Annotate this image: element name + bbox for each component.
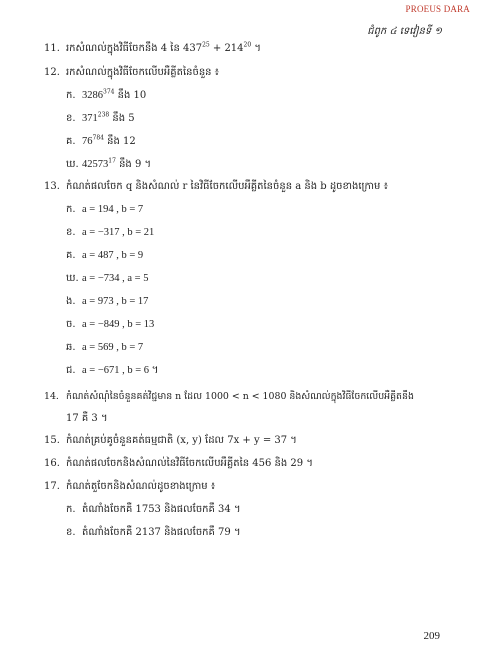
- list-item: [66, 89, 146, 103]
- item-label: គ.: [66, 250, 76, 261]
- item-text: នឹង 9 ។: [115, 159, 152, 170]
- item-label: ខ.: [66, 527, 76, 538]
- item-text: a = 487 , b = 9: [82, 250, 144, 261]
- item-base: 371: [82, 113, 98, 124]
- item-label: ក.: [66, 90, 76, 101]
- question-number: 15.: [44, 435, 60, 446]
- exponent: 374: [103, 88, 115, 96]
- item-label: ខ.: [66, 113, 76, 124]
- question-number: 11.: [44, 43, 60, 54]
- question-text: 17 គឺ 3 ។: [66, 413, 108, 424]
- list-item: [66, 226, 154, 240]
- item-label: ង.: [66, 296, 76, 307]
- question-12: [44, 66, 219, 80]
- question-text: រកសំណល់ក្នុងវិធីចែកលើបអឺគ្លីតនៃចំនួន ៖: [66, 67, 220, 78]
- list-item: [66, 158, 151, 172]
- list-item: [66, 249, 143, 263]
- question-13: [44, 180, 388, 194]
- item-text: តំណាំងចែកគឺ 1753 និងផលចែកគឺ 34 ។: [82, 504, 241, 515]
- item-label: ឆ.: [66, 342, 76, 353]
- item-label: គ.: [66, 136, 76, 147]
- list-item: [66, 112, 135, 126]
- question-text: រកសំណល់ក្នុងវិធីចែកនឹង 4 នៃ 437: [66, 43, 203, 54]
- exponent: 25: [202, 41, 210, 49]
- question-16: [44, 457, 313, 471]
- exponent: 20: [243, 41, 252, 49]
- question-number: 13.: [44, 181, 60, 192]
- list-item: [66, 135, 136, 149]
- question-number: 17.: [44, 481, 60, 492]
- item-text: a = −317 , b = 21: [82, 227, 155, 238]
- item-text: a = 569 , b = 7: [82, 342, 144, 353]
- question-text: + 214: [209, 43, 244, 54]
- exponent: 784: [92, 134, 104, 142]
- item-label: ក.: [66, 504, 76, 515]
- question-text: ។: [251, 43, 261, 54]
- list-item: [66, 318, 154, 332]
- item-label: ជ.: [66, 365, 76, 376]
- question-text: កំណត់ផលចែក q និងសំណល់ r នៃវិធីចែកលើបអឺគ្លីតនៃចំនួន a និង b ដូចខាងក្រោម ៖: [66, 181, 388, 192]
- list-item: [66, 526, 241, 540]
- item-text: តំណាំងចែកគឺ 2137 និងផលចែកគឺ 79 ។: [82, 527, 241, 538]
- question-number: 14.: [44, 391, 59, 402]
- question-15: [44, 434, 297, 448]
- item-base: 3286: [82, 90, 103, 101]
- list-item: [66, 272, 148, 286]
- list-item: [66, 364, 159, 378]
- question-14-continued: [66, 412, 108, 426]
- item-text: a = 973 , b = 17: [82, 296, 149, 307]
- item-text: a = −734 , a = 5: [82, 273, 149, 284]
- list-item: [66, 341, 143, 355]
- item-base: 42573: [82, 159, 109, 170]
- watermark: PROEUS DARA: [405, 4, 470, 14]
- question-text: កំណត់ផលចែកនិងសំណល់នៃវិធីចែកលើបអឺគ្លីតនៃ 456 និង 29 ។: [66, 458, 313, 469]
- list-item: [66, 295, 148, 309]
- item-label: ឃ.: [66, 273, 79, 284]
- list-item: [66, 203, 143, 217]
- question-number: 12.: [44, 67, 60, 78]
- item-text: a = 194 , b = 7: [82, 204, 144, 215]
- chapter-header: ជំពូក ៤ ទេវៀនទី ១: [367, 26, 442, 37]
- item-text: a = −849 , b = 13: [82, 319, 155, 330]
- item-label: ឃ.: [66, 159, 79, 170]
- item-text: នឹង 5: [109, 113, 135, 124]
- item-text: នឹង 10: [114, 90, 147, 101]
- question-text: កំណត់តួចែកនិងសំណល់ដូចខាងក្រោម ៖: [66, 481, 216, 492]
- item-base: 76: [82, 136, 93, 147]
- exponent: 17: [108, 157, 116, 165]
- exponent: 238: [97, 111, 110, 119]
- question-text: កំណត់សំណុំនៃចំនួនគត់វិជ្ជមាន n ដែល 1000 < n < 1080 និងសំណល់ក្នុងវិធីចែកលើបអឺគ្លីតនឹង: [66, 391, 414, 402]
- list-item: [66, 503, 241, 517]
- item-text: a = −671 , b = 6 ។: [82, 365, 159, 376]
- item-label: ខ.: [66, 227, 76, 238]
- item-label: ច.: [66, 319, 76, 330]
- item-label: ក.: [66, 204, 76, 215]
- item-text: នឹង 12: [103, 136, 136, 147]
- question-14: [44, 390, 414, 404]
- question-text: កំណត់គ្រប់គូចំនួនគត់ធម្មជាតិ (x, y) ដែល 7x + y = 37 ។: [66, 435, 297, 446]
- question-11: [44, 42, 261, 56]
- page-number: 209: [423, 630, 440, 642]
- question-number: 16.: [44, 458, 60, 469]
- question-17: [44, 480, 215, 494]
